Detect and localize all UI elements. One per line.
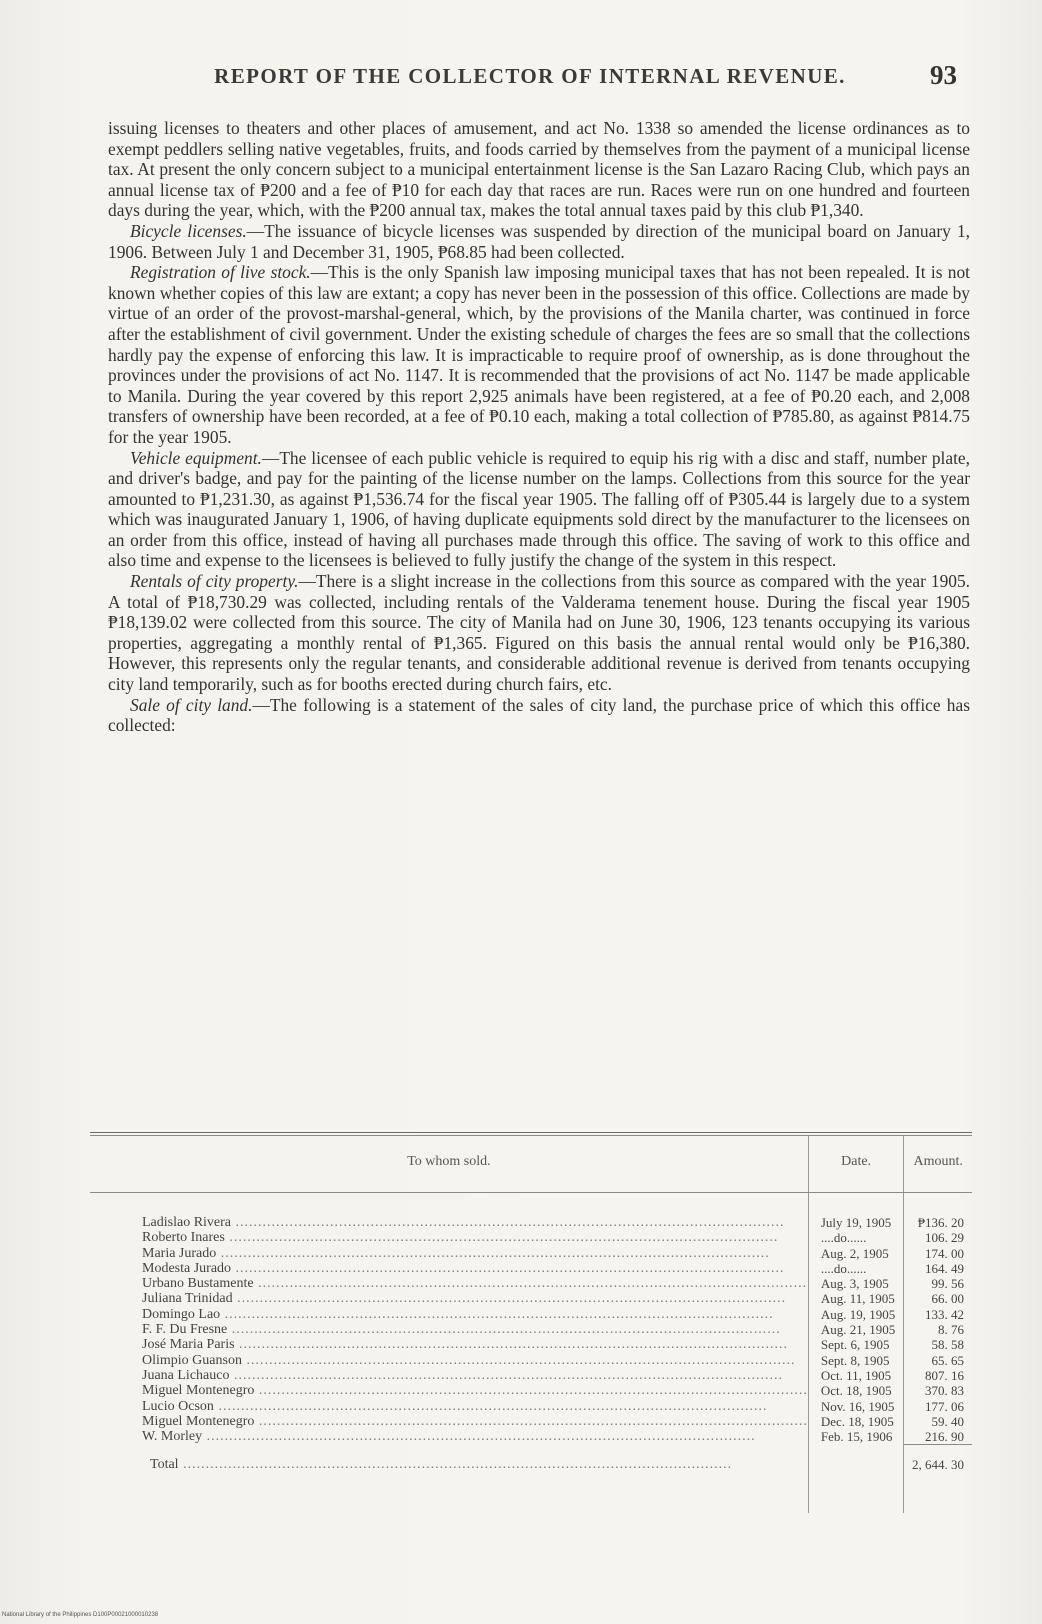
- row-name: Miguel Montenegro: [142, 1413, 255, 1429]
- row-date: Aug. 19, 1905: [808, 1307, 903, 1322]
- heading-live-stock: Registration of live stock.: [130, 262, 311, 283]
- leader-dots: ..........................................................................................................................: [254, 1413, 808, 1429]
- row-amount: 59. 40: [904, 1414, 972, 1429]
- leader-dots: ..........................................................................................................................: [224, 1230, 779, 1246]
- row-name-cell: [90, 1368, 808, 1383]
- footer-note: National Library of the Philippines D100P00021000010238: [2, 1612, 159, 1618]
- paragraph-bicycle-licenses: [108, 221, 970, 262]
- row-date: Oct. 18, 1905: [808, 1383, 903, 1398]
- paragraph-vehicle-equipment: [108, 448, 970, 572]
- row-name-cell: [90, 1429, 808, 1445]
- row-date: Sept. 8, 1905: [808, 1353, 903, 1368]
- body-text: [108, 118, 970, 736]
- table-row: [90, 1261, 972, 1276]
- leader-dots: ..........................................................................................................................: [178, 1456, 733, 1472]
- row-amount: 177. 06: [904, 1399, 972, 1414]
- row-date: July 19, 1905: [808, 1193, 903, 1231]
- row-name-cell: [90, 1307, 808, 1322]
- row-name-cell: [90, 1246, 808, 1261]
- row-name: F. F. Du Fresne: [142, 1322, 228, 1338]
- table-row: [90, 1276, 972, 1291]
- heading-sale-city-land: Sale of city land.: [130, 694, 253, 715]
- row-date: Dec. 18, 1905: [808, 1414, 903, 1429]
- row-name: Miguel Montenegro: [142, 1383, 255, 1399]
- row-amount: ₱136. 20: [904, 1193, 972, 1231]
- row-amount: 164. 49: [904, 1261, 972, 1276]
- table-body: [90, 1193, 972, 1513]
- table-row: [90, 1337, 972, 1352]
- table-row: [90, 1414, 972, 1429]
- paragraph-rentals: [108, 571, 970, 695]
- table-row: [90, 1246, 972, 1261]
- row-name-cell: [90, 1353, 808, 1368]
- row-name: Roberto Inares: [142, 1230, 225, 1246]
- sales-table: [90, 1136, 972, 1513]
- row-name-cell: [90, 1414, 808, 1429]
- row-amount: 370. 83: [904, 1383, 972, 1398]
- table-total-row: [90, 1445, 972, 1513]
- table-row: [90, 1291, 972, 1306]
- row-name: Ladislao Rivera: [142, 1215, 232, 1230]
- leader-dots: ..........................................................................................................................: [216, 1245, 770, 1261]
- row-name-cell: [90, 1261, 808, 1276]
- table-row: [90, 1230, 972, 1245]
- row-date: Aug. 21, 1905: [808, 1322, 903, 1337]
- leader-dots: ..........................................................................................................................: [231, 1260, 785, 1276]
- row-name: José Maria Paris: [142, 1337, 235, 1353]
- row-name-cell: [90, 1399, 808, 1414]
- table-row: [90, 1383, 972, 1398]
- table-row: [90, 1429, 972, 1445]
- row-amount: 216. 90: [904, 1429, 972, 1445]
- leader-dots: ..........................................................................................................................: [213, 1398, 768, 1414]
- total-amount: 2, 644. 30: [904, 1445, 972, 1513]
- leader-dots: ..........................................................................................................................: [254, 1383, 808, 1399]
- row-amount: 65. 65: [904, 1353, 972, 1368]
- text-rentals: —There is a slight increase in the collections from this source as compared with the year 1905. A total of ₱18,730.29 was collected, including rentals of the Valderama tenement house. During the fiscal year 1905 ₱18,139.02 were collected from this source. The city of Manila had on June 30, 1906, 123 tenants occupying its various properties, aggregating a monthly rental of ₱1,365. Figured on this basis the annual rental would only be ₱16,380. However, this represents only the regular tenants, and considerable additional revenue is derived from tenants occupying city land temporarily, such as for booths erected during church fairs, etc.: [108, 571, 971, 695]
- leader-dots: ..........................................................................................................................: [232, 1291, 787, 1307]
- leader-dots: ..........................................................................................................................: [220, 1306, 774, 1322]
- row-name-cell: [90, 1291, 808, 1306]
- row-name: Lucio Ocson: [142, 1398, 214, 1414]
- leader-dots: ..........................................................................................................................: [253, 1276, 808, 1292]
- row-amount: 133. 42: [904, 1307, 972, 1322]
- row-name: Domingo Lao: [142, 1306, 221, 1322]
- page-number: 93: [930, 60, 957, 90]
- row-name: Juliana Trinidad: [142, 1291, 233, 1307]
- row-amount: 99. 56: [904, 1276, 972, 1291]
- leader-dots: ..........................................................................................................................: [231, 1215, 785, 1230]
- row-amount: 106. 29: [904, 1230, 972, 1245]
- leader-dots: ..........................................................................................................................: [227, 1322, 781, 1338]
- table-row: [90, 1368, 972, 1383]
- text-live-stock: —This is the only Spanish law imposing municipal taxes that has not been repealed. It is not known whether copies of this law are extant; a copy has never been in the possession of this office. Collections are made by virtue of an order of the provost-marshal-general, which, by the provisions of the Manila charter, was continued in force after the establishment of civil government. Under the existing schedule of charges the fees are so small that the collections hardly pay the expense of enforcing this law. It is impracticable to require proof of ownership, as is done throughout the provinces under the provisions of act No. 1147. It is recommended that the provisions of act No. 1147 be made applicable to Manila. During the year covered by this report 2,925 animals have been registered, at a fee of ₱0.20 each, and 2,008 transfers of ownership have been recorded, at a fee of ₱0.10 each, making a total collection of ₱785.80, as against ₱814.75 for the year 1905.: [108, 262, 970, 447]
- heading-bicycle-licenses: Bicycle licenses.: [130, 220, 247, 241]
- total-label-cell: [90, 1445, 808, 1513]
- row-name-cell: [90, 1383, 808, 1398]
- row-date: Sept. 6, 1905: [808, 1337, 903, 1352]
- row-amount: 807. 16: [904, 1368, 972, 1383]
- text-bicycle-licenses: —The issuance of bicycle licenses was suspended by direction of the municipal board on January 1, 1906. Between July 1 and December 31, 1905, ₱68.85 had been collected.: [108, 220, 970, 262]
- text-vehicle-equipment: —The licensee of each public vehicle is required to equip his rig with a disc and staff, number plate, and driver's badge, and pay for the painting of the license number on the lamps. Collections from this source for the year amounted to ₱1,231.30, as against ₱1,536.74 for the fiscal year 1905. The falling off of ₱305.44 is largely due to a system which was inaugurated January 1, 1906, of having duplicate equipments sold direct by the manufacturer to the licensees on an order from this office, instead of having all purchases made through this office. The saving of work to this office and also time and expense to the licensees is believed to fully justify the change of the system in this respect.: [108, 447, 970, 571]
- row-date: ....do......: [808, 1230, 903, 1245]
- table-row: [90, 1353, 972, 1368]
- heading-rentals: Rentals of city property.: [130, 571, 299, 592]
- leader-dots: ..........................................................................................................................: [241, 1352, 796, 1368]
- row-date: Aug. 11, 1905: [808, 1291, 903, 1306]
- row-name: Juana Lichauco: [142, 1367, 230, 1383]
- row-name-cell: [90, 1276, 808, 1291]
- row-name: Maria Jurado: [142, 1245, 217, 1261]
- table-row: [90, 1322, 972, 1337]
- row-amount: 58. 58: [904, 1337, 972, 1352]
- total-date-cell: [808, 1445, 903, 1513]
- paragraph-live-stock: [108, 262, 970, 447]
- paragraph-amusement-licenses: issuing licenses to theaters and other places of amusement, and act No. 1338 so amended the license ordinances as to exempt peddlers selling native vegetables, fruits, and foods carried by themselves from the payment of a municipal license tax. At present the only concern subject to a municipal entertainment license is the San Lazaro Racing Club, which pays an annual license tax of ₱200 and a fee of ₱10 for each day that races are run. Races were run on one hundred and fourteen days during the year, which, with the ₱200 annual tax, makes the total annual taxes paid by this club ₱1,340.: [108, 118, 970, 221]
- row-name-cell: [90, 1193, 808, 1231]
- column-header-date: Date.: [808, 1136, 903, 1193]
- paragraph-sale-city-land: [108, 695, 970, 736]
- row-amount: 8. 76: [904, 1322, 972, 1337]
- row-date: ....do......: [808, 1261, 903, 1276]
- table-top-rule: [90, 1132, 972, 1133]
- row-name-cell: [90, 1322, 808, 1337]
- table-header-row: [90, 1136, 972, 1193]
- row-amount: 174. 00: [904, 1246, 972, 1261]
- leader-dots: ..........................................................................................................................: [202, 1429, 756, 1445]
- text-sale-city-land: —The following is a statement of the sales of city land, the purchase price of which this office has collected:: [108, 694, 970, 736]
- running-head: REPORT OF THE COLLECTOR OF INTERNAL REVENUE.: [214, 64, 846, 88]
- table-row: [90, 1399, 972, 1414]
- row-name: Modesta Jurado: [142, 1260, 232, 1276]
- table-row: [90, 1307, 972, 1322]
- row-name-cell: [90, 1230, 808, 1245]
- sales-table-wrap: [90, 1132, 972, 1513]
- row-name: Urbano Bustamente: [142, 1276, 254, 1292]
- heading-vehicle-equipment: Vehicle equipment.: [130, 447, 262, 468]
- total-label: Total: [150, 1456, 179, 1472]
- leader-dots: ..........................................................................................................................: [234, 1337, 789, 1353]
- row-name: W. Morley: [142, 1429, 203, 1445]
- row-name: Olimpio Guanson: [142, 1352, 242, 1368]
- column-header-amount: Amount.: [904, 1136, 972, 1193]
- row-date: Aug. 3, 1905: [808, 1276, 903, 1291]
- column-header-to-whom-sold: To whom sold.: [90, 1136, 808, 1193]
- leader-dots: ..........................................................................................................................: [229, 1367, 783, 1383]
- table-row: [90, 1193, 972, 1231]
- row-name-cell: [90, 1337, 808, 1352]
- row-date: Feb. 15, 1906: [808, 1429, 903, 1445]
- row-date: Oct. 11, 1905: [808, 1368, 903, 1383]
- row-date: Aug. 2, 1905: [808, 1246, 903, 1261]
- row-amount: 66. 00: [904, 1291, 972, 1306]
- row-date: Nov. 16, 1905: [808, 1399, 903, 1414]
